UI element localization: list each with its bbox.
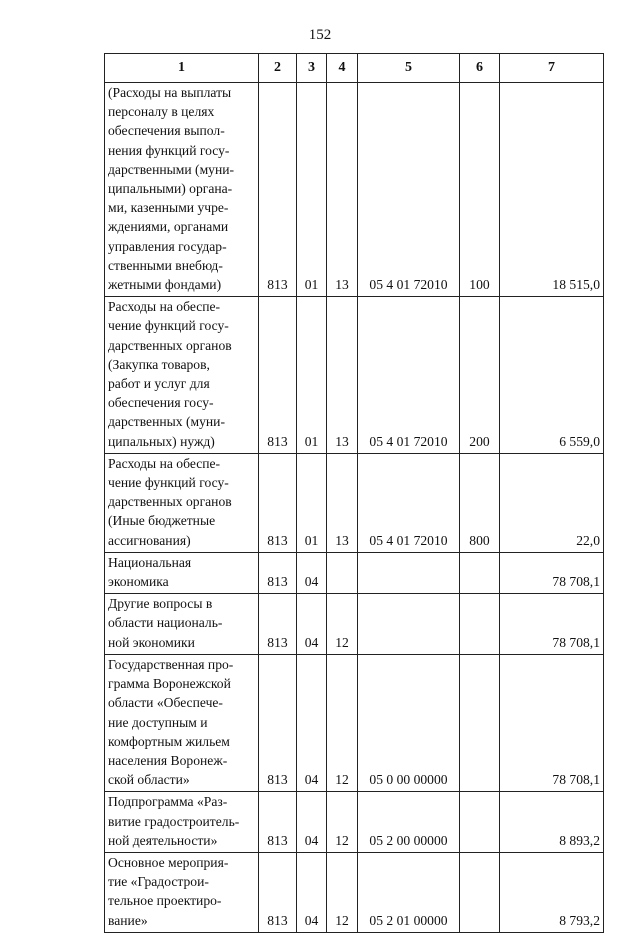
cell-section: 01 [297, 453, 327, 552]
cell-amount: 22,0 [500, 453, 604, 552]
cell-amount: 18 515,0 [500, 83, 604, 297]
row-name-cell [105, 453, 259, 552]
row-name-line: витие градостроитель- [108, 813, 240, 829]
cell-gov-code: 813 [259, 792, 297, 853]
cell-subsection: 13 [327, 297, 358, 454]
cell-section: 04 [297, 654, 327, 791]
cell-amount: 8 893,2 [500, 792, 604, 853]
column-header: 4 [327, 54, 358, 83]
table-row [105, 552, 604, 593]
row-name-line: ждениями, органами [108, 219, 229, 235]
cell-subsection: 12 [327, 654, 358, 791]
row-name-line: (Расходы на выплаты [108, 85, 232, 100]
row-name-line: Подпрограмма «Раз- [108, 794, 228, 810]
table-row [105, 83, 604, 297]
cell-gov-code: 813 [259, 83, 297, 297]
row-name-line: ципальными) органа- [108, 181, 233, 197]
cell-section: 04 [297, 852, 327, 932]
row-name-line: дарственных органов [108, 337, 232, 353]
row-name-line: области «Обеспече- [108, 695, 223, 711]
cell-section: 04 [297, 792, 327, 853]
cell-gov-code: 813 [259, 453, 297, 552]
row-name-cell [105, 654, 259, 791]
column-header: 2 [259, 54, 297, 83]
column-header: 3 [297, 54, 327, 83]
cell-section: 01 [297, 297, 327, 454]
table-row [105, 852, 604, 932]
row-name-line: экономика [108, 574, 169, 590]
row-name-cell [105, 594, 259, 655]
column-header: 1 [105, 54, 259, 83]
cell-expense-type: 800 [460, 453, 500, 552]
table-row [105, 453, 604, 552]
cell-amount: 8 793,2 [500, 852, 604, 932]
cell-gov-code: 813 [259, 654, 297, 791]
cell-gov-code: 813 [259, 552, 297, 593]
cell-amount: 6 559,0 [500, 297, 604, 454]
cell-target-article [358, 594, 460, 655]
cell-target-article: 05 4 01 72010 [358, 297, 460, 454]
row-name-cell [105, 792, 259, 853]
cell-subsection: 12 [327, 594, 358, 655]
cell-section: 04 [297, 552, 327, 593]
row-name-line: ственными внебюд- [108, 257, 223, 273]
cell-target-article [358, 552, 460, 593]
row-name-line: персоналу в целях [108, 104, 215, 120]
row-name-line: вание» [108, 912, 148, 928]
cell-subsection: 13 [327, 83, 358, 297]
cell-section: 04 [297, 594, 327, 655]
row-name-line: тельное проектиро- [108, 893, 222, 909]
row-name-line: чение функций госу- [108, 475, 229, 491]
row-name-line: Основное мероприя- [108, 854, 229, 870]
table-row [105, 792, 604, 853]
row-name-line: тие «Градострои- [108, 874, 209, 890]
column-header: 7 [500, 54, 604, 83]
column-header: 6 [460, 54, 500, 83]
cell-section: 01 [297, 83, 327, 297]
row-name-cell [105, 852, 259, 932]
cell-amount: 78 708,1 [500, 594, 604, 655]
row-name-line: чение функций госу- [108, 318, 229, 334]
cell-expense-type: 200 [460, 297, 500, 454]
row-name-line: Государственная про- [108, 656, 234, 672]
cell-amount: 78 708,1 [500, 552, 604, 593]
row-name-line: Расходы на обеспе- [108, 299, 221, 315]
cell-target-article: 05 4 01 72010 [358, 453, 460, 552]
row-name-line: жетными фондами) [108, 277, 222, 293]
cell-target-article: 05 0 00 00000 [358, 654, 460, 791]
row-name-line: дарственных (муни- [108, 414, 225, 430]
table-header-row [105, 54, 604, 83]
cell-gov-code: 813 [259, 297, 297, 454]
row-name-line: нения функций госу- [108, 142, 230, 158]
cell-amount: 78 708,1 [500, 654, 604, 791]
row-name-cell [105, 297, 259, 454]
row-name-line: (Иные бюджетные [108, 513, 216, 529]
row-name-line: ной экономики [108, 634, 195, 650]
row-name-line: ассигнования) [108, 532, 191, 548]
row-name-cell [105, 83, 259, 297]
row-name-line: (Закупка товаров, [108, 356, 210, 372]
cell-target-article: 05 4 01 72010 [358, 83, 460, 297]
cell-gov-code: 813 [259, 594, 297, 655]
row-name-line: управления государ- [108, 238, 227, 254]
row-name-line: ской области» [108, 772, 190, 788]
cell-subsection: 12 [327, 852, 358, 932]
column-header: 5 [358, 54, 460, 83]
cell-target-article: 05 2 00 00000 [358, 792, 460, 853]
cell-subsection [327, 552, 358, 593]
cell-target-article: 05 2 01 00000 [358, 852, 460, 932]
cell-expense-type [460, 654, 500, 791]
row-name-line: Другие вопросы в [108, 596, 213, 612]
cell-expense-type: 100 [460, 83, 500, 297]
cell-expense-type [460, 552, 500, 593]
row-name-line: области националь- [108, 615, 223, 631]
cell-expense-type [460, 852, 500, 932]
row-name-line: обеспечения выпол- [108, 123, 225, 139]
row-name-cell [105, 552, 259, 593]
cell-subsection: 13 [327, 453, 358, 552]
row-name-line: дарственных органов [108, 494, 232, 510]
cell-expense-type [460, 594, 500, 655]
row-name-line: Расходы на обеспе- [108, 455, 221, 471]
row-name-line: работ и услуг для [108, 376, 210, 392]
table-row [105, 297, 604, 454]
cell-expense-type [460, 792, 500, 853]
row-name-line: ние доступным и [108, 714, 208, 730]
row-name-line: Национальная [108, 554, 192, 570]
budget-table [104, 53, 604, 933]
page-number: 152 [308, 27, 332, 43]
row-name-line: ципальных) нужд) [108, 433, 215, 449]
row-name-line: ми, казенными учре- [108, 200, 229, 216]
row-name-line: комфортным жильем [108, 733, 230, 749]
row-name-line: дарственными (муни- [108, 161, 235, 177]
row-name-line: грамма Воронежской [108, 676, 231, 692]
row-name-line: обеспечения госу- [108, 395, 214, 411]
table-row [105, 654, 604, 791]
cell-subsection: 12 [327, 792, 358, 853]
row-name-line: ной деятельности» [108, 832, 218, 848]
table-row [105, 594, 604, 655]
row-name-line: населения Воронеж- [108, 752, 228, 768]
cell-gov-code: 813 [259, 852, 297, 932]
